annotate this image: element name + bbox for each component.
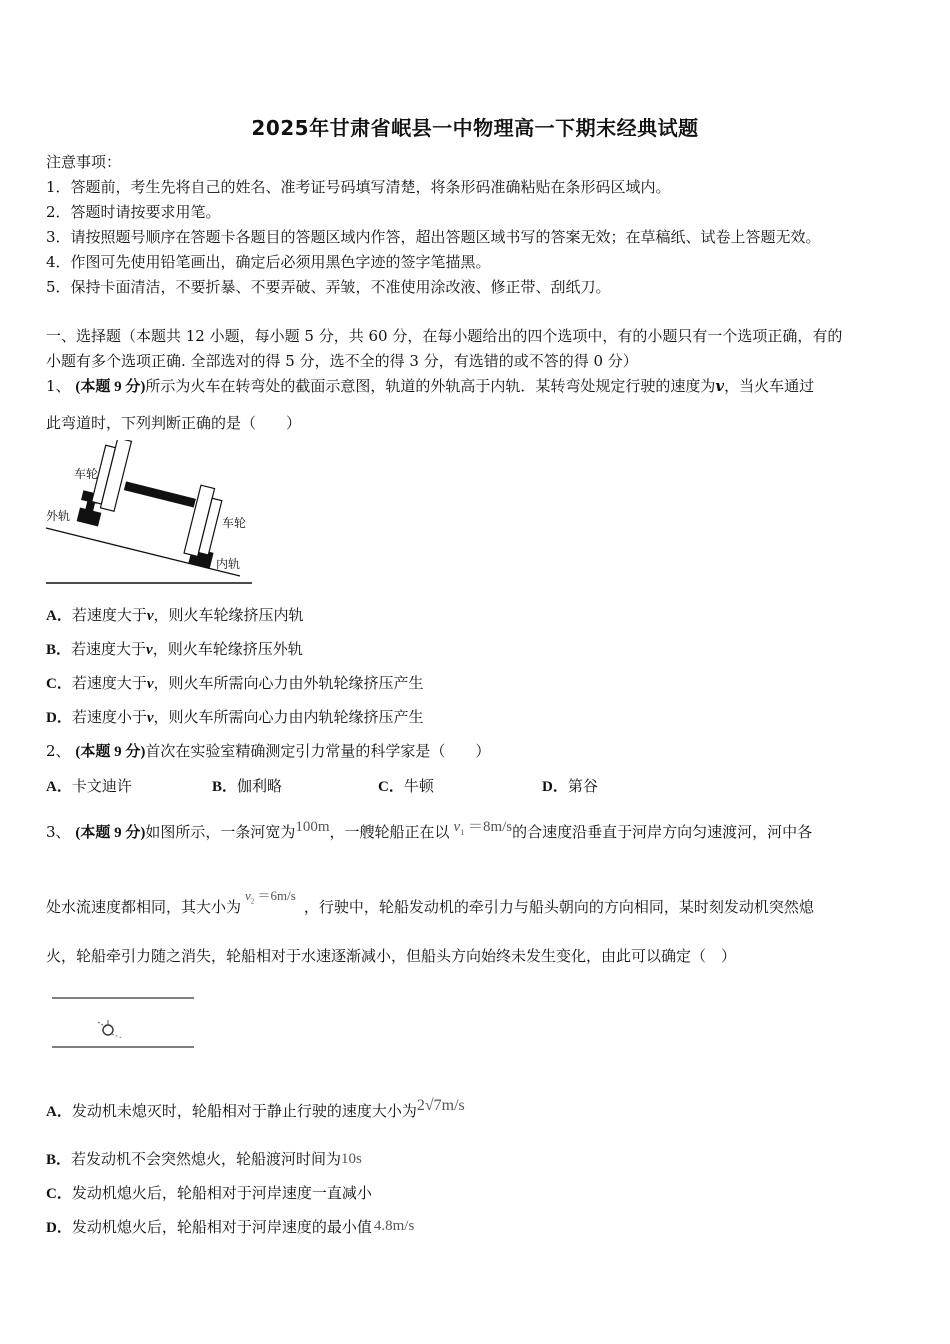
q1-text-1b: ，当火车通过 <box>724 377 815 395</box>
q3-stem-line-1 <box>46 819 813 849</box>
q2-option-a-text: 卡文迪许 <box>71 777 132 795</box>
q1-option-b[interactable] <box>46 639 303 660</box>
q3-option-d-letter: D． <box>46 1220 72 1236</box>
q1-label-outer-rail: 外轨 <box>46 509 71 523</box>
q1-number: 1、 <box>46 377 71 395</box>
q3-option-a-formula: 2√7m/s <box>416 1097 465 1114</box>
q1-label-wheel-right: 车轮 <box>222 516 247 530</box>
q1-option-c-v: v <box>146 676 154 692</box>
q3-v2-value: ＝6m/s <box>257 888 296 903</box>
q1-rail-cross-section-figure <box>44 440 254 590</box>
q3-v1-formula <box>454 819 513 835</box>
q1-stem-line-2: 此弯道时，下列判断正确的是（ ） <box>46 414 302 432</box>
q3-river-width: 100m <box>295 819 330 835</box>
q3-stem-line-2 <box>46 888 814 924</box>
q3-option-d-formula: 4.8m/s <box>373 1218 415 1234</box>
q1-axle <box>124 481 196 507</box>
q3-v1-value: ＝8m/s <box>467 819 513 835</box>
q3-v2-formula <box>245 888 296 906</box>
q2-option-c[interactable] <box>378 776 434 797</box>
q1-option-d-letter: D． <box>46 710 72 726</box>
q3-option-a-letter: A． <box>46 1104 72 1120</box>
q1-text-1a: 所示为火车在转弯处的截面示意图，轨道的外轨高于内轨．某转弯处规定行驶的速度为 <box>145 377 716 395</box>
q3-v1-symbol: v <box>453 819 461 835</box>
q2-option-b[interactable] <box>212 776 282 797</box>
section-header-line-2: 小题有多个选项正确. 全部选对的得 5 分，选不全的得 3 分，有选错的或不答的得 0 分） <box>46 352 638 370</box>
q1-option-b-letter: B． <box>46 642 72 658</box>
q2-option-c-text: 牛顿 <box>403 777 434 795</box>
q1-option-b-pre: 若速度大于 <box>71 640 147 658</box>
q3-option-b[interactable] <box>46 1149 362 1170</box>
q3-river-figure <box>50 990 200 1054</box>
notice-item-5: 5．保持卡面清洁，不要折暴、不要弄破、弄皱，不准使用涂改液、修正带、刮纸刀。 <box>46 278 611 296</box>
q1-option-b-post: ，则火车轮缘挤压外轨 <box>152 640 303 658</box>
q1-option-d[interactable] <box>46 707 424 728</box>
q1-label-wheel-top: 车轮 <box>74 467 99 481</box>
q3-text-1a: 如图所示，一条河宽为 <box>145 823 296 841</box>
q2-option-a[interactable] <box>46 776 132 797</box>
page-title: 2025年甘肃省岷县一中物理高一下期末经典试题 <box>251 116 699 140</box>
q2-option-b-text: 伽利略 <box>237 777 283 795</box>
q3-text-1c: 的合速度沿垂直于河岸方向匀速渡河，河中各 <box>512 823 813 841</box>
notice-item-1: 1．答题前，考生先将自己的姓名、准考证号码填写清楚，将条形码准确粘贴在条形码区域内。 <box>46 178 671 196</box>
q2-option-d-text: 第谷 <box>567 777 598 795</box>
q1-option-b-v: v <box>146 642 153 658</box>
q3-option-c-text: 发动机熄火后，轮船相对于河岸速度一直减小 <box>71 1184 372 1202</box>
q3-option-d-text: 发动机熄火后，轮船相对于河岸速度的最小值 <box>71 1218 372 1236</box>
q3-v2-subscript: 2 <box>250 897 255 906</box>
q3-number: 3、 <box>46 823 71 841</box>
q1-option-d-v: v <box>146 710 154 726</box>
q1-option-a[interactable] <box>46 605 304 626</box>
q3-text-2a: 处水流速度都相同，其大小为 <box>46 898 242 916</box>
q1-right-wheel <box>184 485 224 559</box>
q3-option-d[interactable] <box>46 1217 414 1238</box>
q1-option-a-v: v <box>146 608 154 624</box>
q1-option-a-letter: A． <box>46 608 72 624</box>
q2-option-b-letter: B． <box>212 779 238 795</box>
q2-stem <box>46 741 490 762</box>
notice-item-2: 2．答题时请按要求用笔。 <box>46 203 221 221</box>
notice-heading: 注意事项： <box>46 153 122 171</box>
q1-option-c[interactable] <box>46 673 424 694</box>
q3-option-b-formula: 10s <box>341 1151 362 1167</box>
q1-option-c-letter: C． <box>46 676 72 692</box>
q3-option-a-text: 发动机未熄灭时，轮船相对于静止行驶的速度大小为 <box>71 1102 417 1120</box>
q1-v-symbol: v <box>715 377 725 395</box>
q3-option-b-text: 若发动机不会突然熄火，轮船渡河时间为 <box>71 1150 342 1168</box>
q3-option-c[interactable] <box>46 1183 372 1204</box>
notice-item-3: 3．请按照题号顺序在答题卡各题目的答题区域内作答，超出答题区域书写的答案无效；在草稿纸、试卷上答题无效。 <box>46 228 821 246</box>
q1-option-d-pre: 若速度小于 <box>71 708 147 726</box>
q1-label-inner-rail: 内轨 <box>216 557 241 571</box>
q3-text-2b: ，行驶中，轮船发动机的牵引力与船头朝向的方向相同，某时刻发动机突然熄 <box>303 898 814 916</box>
q2-option-a-letter: A． <box>46 779 72 795</box>
q2-option-d-letter: D． <box>542 779 568 795</box>
q3-v1-subscript: 1 <box>460 828 465 837</box>
q3-stem-line-3: 火，轮船牵引力随之消失，轮船相对于水速逐渐减小，但船头方向始终未发生变化，由此可以确定（ ） <box>46 947 737 965</box>
q2-text: 首次在实验室精确测定引力常量的科学家是（ ） <box>145 742 491 760</box>
q2-number: 2、 <box>46 742 71 760</box>
q1-stem-line-1 <box>46 376 814 397</box>
notice-item-4: 4．作图可先使用铅笔画出，确定后必须用黑色字迹的签字笔描黑。 <box>46 253 491 271</box>
q3-option-c-letter: C． <box>46 1186 72 1202</box>
section-header-line-1: 一、选择题（本题共 12 小题，每小题 5 分，共 60 分，在每小题给出的四个选项中，有的小题只有一个选项正确，有的 <box>46 327 843 345</box>
q2-option-c-letter: C． <box>378 779 404 795</box>
q3-score: (本题 9 分) <box>75 825 146 841</box>
q2-score: (本题 9 分) <box>75 744 146 760</box>
q1-option-c-pre: 若速度大于 <box>71 674 147 692</box>
q1-option-c-post: ，则火车所需向心力由外轨轮缘挤压产生 <box>153 674 424 692</box>
q1-option-a-pre: 若速度大于 <box>71 606 147 624</box>
q1-option-a-post: ，则火车轮缘挤压内轨 <box>153 606 304 624</box>
q1-option-d-post: ，则火车所需向心力由内轨轮缘挤压产生 <box>153 708 424 726</box>
q2-option-d[interactable] <box>542 776 598 797</box>
q3-v2-symbol: v <box>245 888 251 903</box>
q3-option-b-letter: B． <box>46 1152 72 1168</box>
q1-score: (本题 9 分) <box>75 379 146 395</box>
q3-text-1b: ，一艘轮船正在以 <box>329 823 450 841</box>
q3-option-a[interactable] <box>46 1097 465 1122</box>
q3-boat-icon <box>98 1020 122 1038</box>
